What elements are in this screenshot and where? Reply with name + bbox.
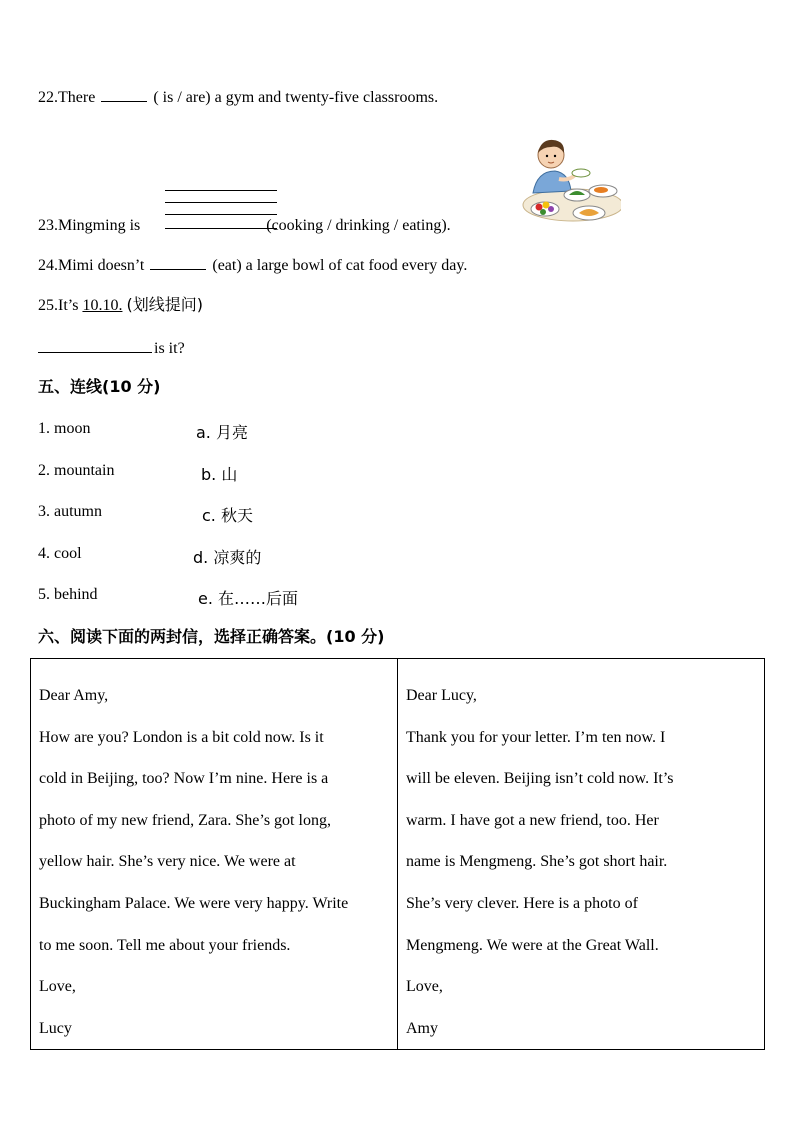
match-right-item[interactable]: c. 秋天 [202,506,253,525]
match-left-item[interactable]: 3. autumn [38,503,102,520]
letter-line: Lucy [39,1019,72,1037]
match-right-item[interactable]: e. 在……后面 [198,589,299,608]
question-number: 25. [38,297,58,314]
letter-from-amy [398,659,765,1050]
question-25-answer [38,338,185,359]
match-left-item[interactable]: 2. mountain [38,462,115,479]
question-22 [38,87,438,108]
question-text-pre: Mimi doesn’t [58,257,145,274]
letter-line: will be eleven. Beijing isn’t cold now. It’s [406,770,674,788]
letter-line: Amy [406,1019,438,1037]
question-23 [38,216,451,236]
match-left-item[interactable]: 5. behind [38,586,98,603]
letter-line: name is Mengmeng. She’s got short hair. [406,853,668,871]
letter-line: to me soon. Tell me about your friends. [39,936,291,954]
question-25 [38,295,203,316]
boy-eating-illustration [515,135,621,227]
letter-line: How are you? London is a bit cold now. Is it [39,728,324,746]
question-text-pre: It’s [58,297,79,314]
letter-line: She’s very clever. Here is a photo of [406,894,638,912]
letter-line: Thank you for your letter. I’m ten now. I [406,728,666,746]
question-number: 24. [38,257,58,274]
answer-blank[interactable] [38,338,152,353]
letter-line: Love, [406,978,443,996]
match-left-item[interactable]: 1. moon [38,420,91,437]
letters-table [30,658,765,1050]
answer-blank[interactable] [101,87,147,102]
question-text-pre: There [58,89,96,106]
letter-line: warm. I have got a new friend, too. Her [406,811,659,829]
letter-line: Dear Amy, [39,687,109,704]
section-6-title: 六、阅读下面的两封信，选择正确答案。(10 分) [38,627,385,646]
answer-text-post: is it? [154,340,185,357]
answer-blank[interactable] [150,255,206,270]
section-5-title: 五、连线(10 分) [38,377,161,396]
question-number: 22. [38,89,58,106]
underlined-time: 10.10. [82,297,123,314]
question-text-post: ( is / are) a gym and twenty-five classrooms. [153,89,439,106]
match-right-item[interactable]: a. 月亮 [196,423,248,442]
question-text-post: (cooking / drinking / eating). [266,217,451,234]
question-24 [38,255,467,276]
instruction-note: (划线提问) [126,295,203,314]
letter-line: Buckingham Palace. We were very happy. Write [39,894,349,912]
letter-line: yellow hair. She’s very nice. We were at [39,853,296,871]
match-left-item[interactable]: 4. cool [38,545,82,562]
letter-line: Love, [39,978,76,996]
letter-line: photo of my new friend, Zara. She’s got long, [39,811,331,829]
letter-line: Mengmeng. We were at the Great Wall. [406,936,659,954]
question-number: 23. [38,217,58,234]
letter-from-lucy [31,659,398,1050]
question-text-pre: Mingming is [58,217,141,234]
letter-line: Dear Lucy, [406,687,477,704]
letter-line: cold in Beijing, too? Now I’m nine. Here is a [39,770,329,788]
match-right-item[interactable]: d. 凉爽的 [193,548,262,567]
question-text-post: (eat) a large bowl of cat food every day. [212,257,468,274]
match-right-item[interactable]: b. 山 [201,465,238,484]
